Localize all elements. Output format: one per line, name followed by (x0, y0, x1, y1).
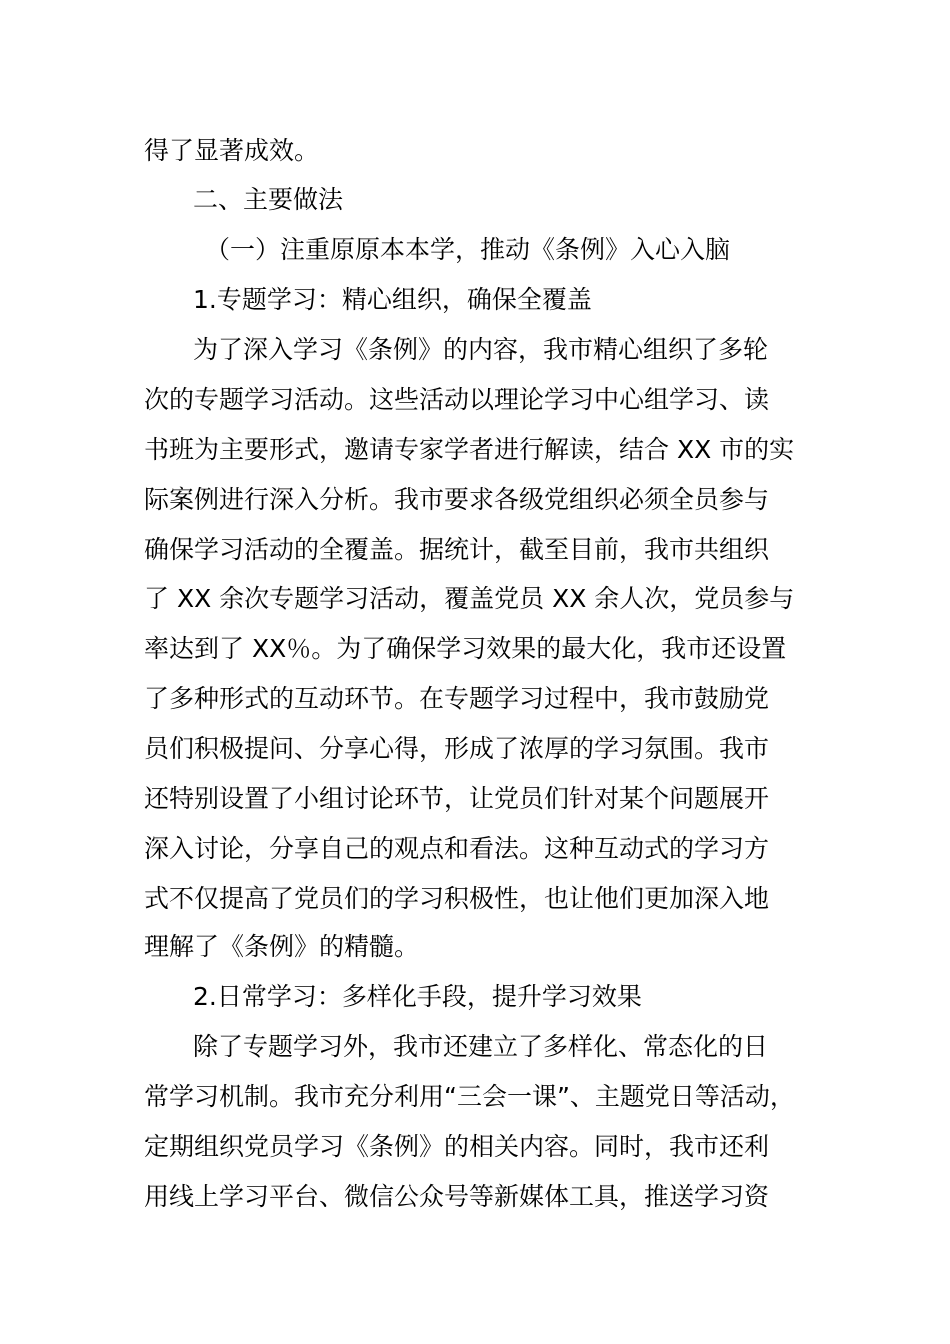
paragraph-line: 得了显著成效。 (144, 136, 320, 165)
paragraph-line: 定期组织党员学习《条例》的相关内容。同时，我市还利 (144, 1132, 770, 1161)
paragraph-line: 理解了《条例》的精髓。 (144, 932, 420, 961)
item-heading: 2.日常学习：多样化手段，提升学习效果 (193, 982, 642, 1011)
item-heading: 1.专题学习：精心组织，确保全覆盖 (193, 285, 592, 314)
paragraph-line: 书班为主要形式，邀请专家学者进行解读，结合 XX 市的实 (144, 435, 795, 464)
paragraph-line: 除了专题学习外，我市还建立了多样化、常态化的日 (193, 1032, 769, 1061)
paragraph-line: 为了深入学习《条例》的内容，我市精心组织了多轮 (193, 335, 769, 364)
paragraph-line: 了 XX 余次专题学习活动，覆盖党员 XX 余人次，党员参与 (144, 584, 795, 613)
section-heading: 二、主要做法 (193, 185, 344, 214)
paragraph-line: 次的专题学习活动。这些活动以理论学习中心组学习、读 (144, 385, 770, 414)
paragraph-line: 员们积极提问、分享心得，形成了浓厚的学习氛围。我市 (144, 734, 770, 763)
paragraph-line: 确保学习活动的全覆盖。据统计，截至目前，我市共组织 (144, 535, 770, 564)
paragraph-line: 用线上学习平台、微信公众号等新媒体工具，推送学习资 (144, 1182, 770, 1211)
paragraph-line: 率达到了 XX％。为了确保学习效果的最大化，我市还设置 (144, 634, 787, 663)
paragraph-line: 常学习机制。我市充分利用“三会一课”、主题党日等活动， (144, 1082, 795, 1111)
paragraph-line: 式不仅提高了党员们的学习积极性，也让他们更加深入地 (144, 884, 770, 913)
paragraph-line: 了多种形式的互动环节。在专题学习过程中，我市鼓励党 (144, 684, 770, 713)
subsection-heading: （一）注重原原本本学，推动《条例》入心入脑 (205, 235, 731, 264)
paragraph-line: 深入讨论，分享自己的观点和看法。这种互动式的学习方 (144, 834, 770, 863)
paragraph-line: 际案例进行深入分析。我市要求各级党组织必须全员参与 (144, 485, 770, 514)
paragraph-line: 还特别设置了小组讨论环节，让党员们针对某个问题展开 (144, 784, 770, 813)
